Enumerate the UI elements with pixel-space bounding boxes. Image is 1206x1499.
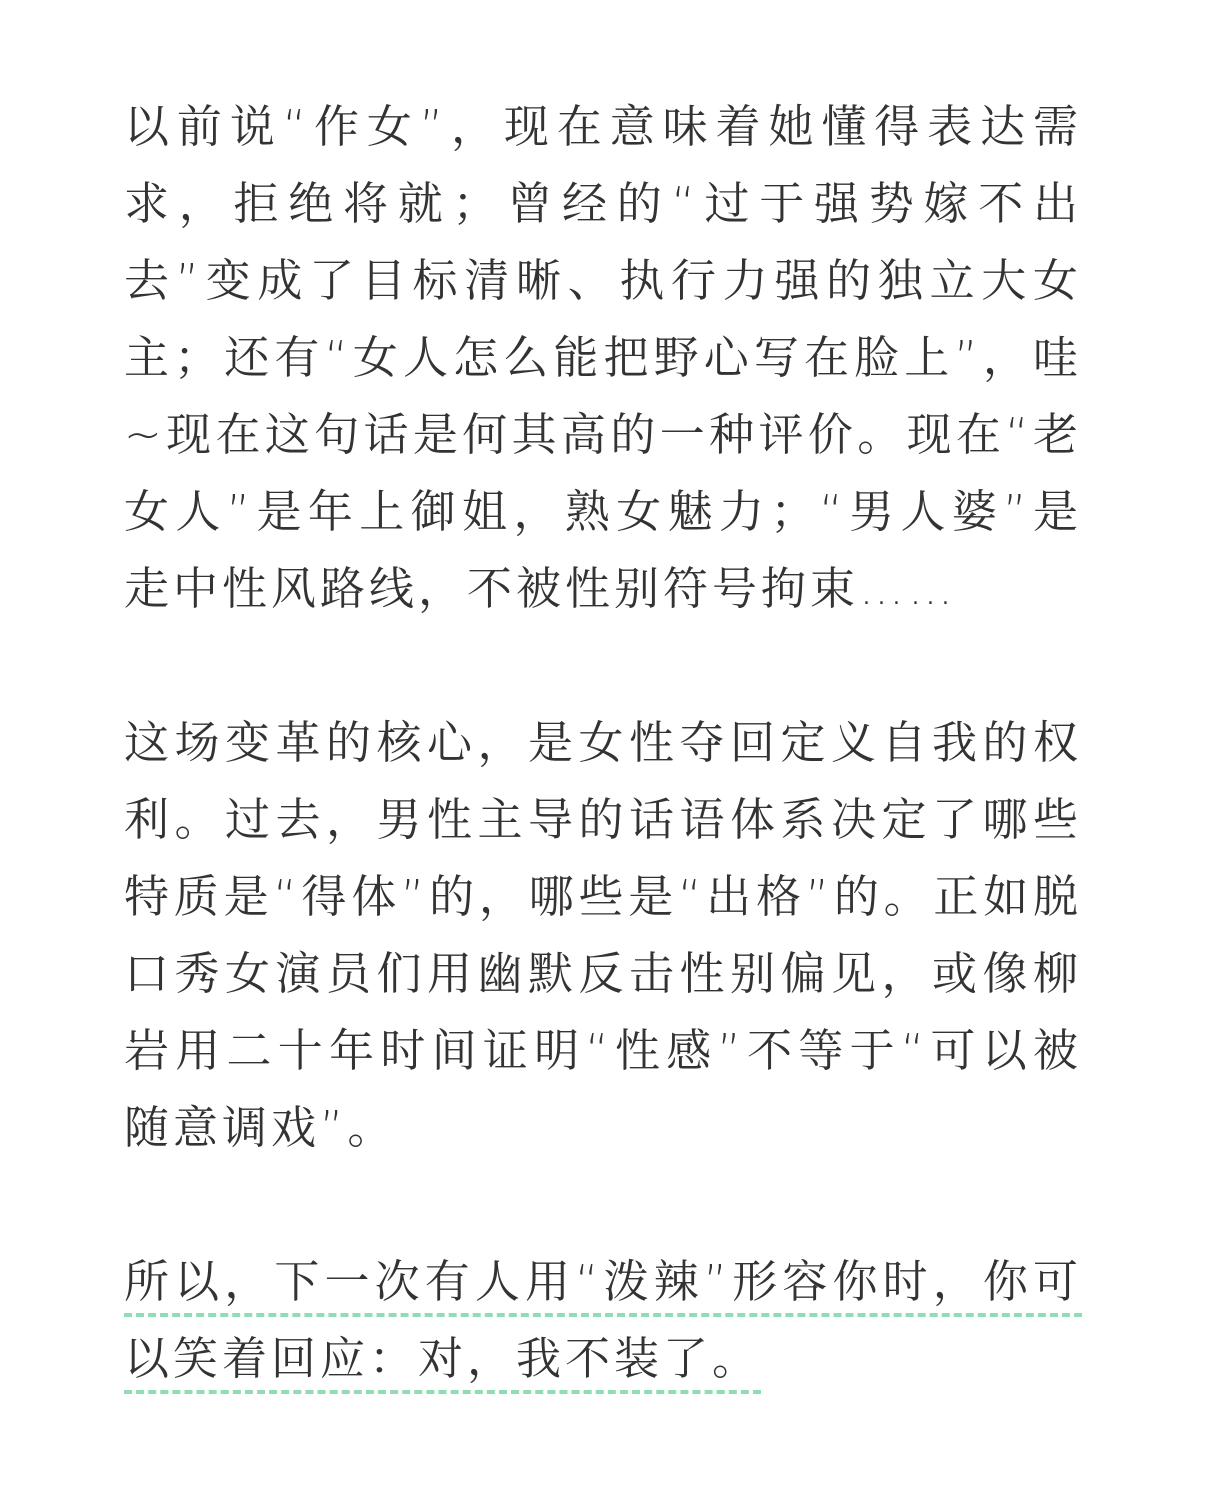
highlighted-text: 所以，下一次有人用“泼辣”形容你时，你可以笑着回应：对，我不装了。	[124, 1255, 1082, 1385]
paragraph-1: 以前说“作女”，现在意味着她懂得表达需求，拒绝将就；曾经的“过于强势嫁不出去”变成了目标清晰、执行力强的独立大女主；还有“女人怎么能把野心写在脸上”，哇~现在这句话是何其高的一种评价。现在“老女人”是年上御姐，熟女魅力；“男人婆”是走中性风路线，不被性别符号拘束……	[124, 100, 1082, 615]
paragraph-3-highlighted	[124, 1243, 1082, 1397]
article-body	[124, 88, 1082, 1397]
paragraph-2: 这场变革的核心，是女性夺回定义自我的权利。过去，男性主导的话语体系决定了哪些特质是“得体”的，哪些是“出格”的。正如脱口秀女演员们用幽默反击性别偏见，或像柳岩用二十年时间证明“性感”不等于“可以被随意调戏”。	[124, 716, 1082, 1154]
